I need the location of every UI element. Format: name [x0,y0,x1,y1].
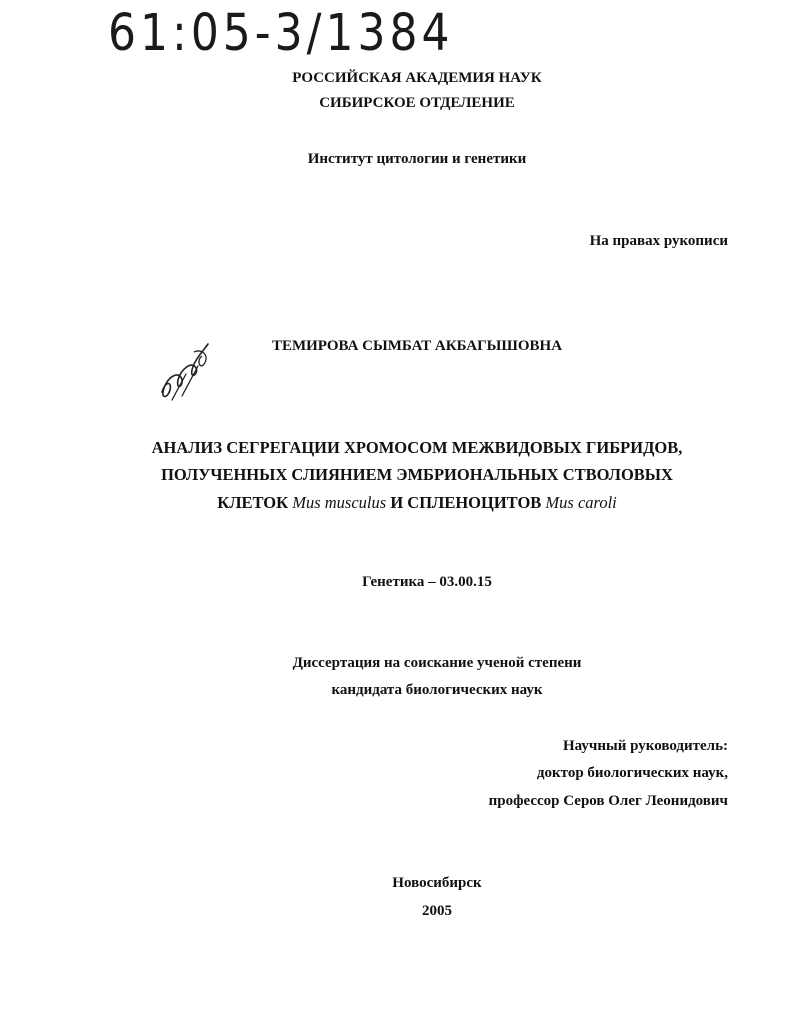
institute-name: Институт цитологии и генетики [307,151,527,167]
thesis-title-line-2: ПОЛУЧЕННЫХ СЛИЯНИЕМ ЭМБРИОНАЛЬНЫХ СТВОЛОВЫХ [161,465,673,484]
thesis-title-line-3 [0,493,794,513]
signature-scribble [152,330,222,410]
title-prefix: КЛЕТОК [217,493,289,512]
year: 2005 [422,903,452,919]
supervisor-label: Научный руководитель: [563,738,728,754]
degree-line-2: кандидата биологических наук [331,682,543,698]
species-caroli: Mus caroli [545,493,617,512]
supervisor-degree: доктор биологических наук, [536,765,728,781]
supervisor-name: профессор Серов Олег Леонидович [488,793,728,809]
degree-line-1: Диссертация на соискание ученой степени [292,655,582,671]
handwritten-archive-code: 61:05-3/1384 [108,4,454,63]
thesis-title-line-1: АНАЛИЗ СЕГРЕГАЦИИ ХРОМОСОМ МЕЖВИДОВЫХ ГИБРИДОВ, [151,438,683,457]
title-middle: И СПЛЕНОЦИТОВ [390,493,542,512]
rights-note: На правах рукописи [589,233,728,249]
city: Новосибирск [392,875,482,891]
branch-name: СИБИРСКОЕ ОТДЕЛЕНИЕ [319,95,515,111]
academy-name: РОССИЙСКАЯ АКАДЕМИЯ НАУК [292,70,542,86]
author-name: ТЕМИРОВА СЫМБАТ АКБАГЫШОВНА [271,338,563,354]
specialty-code: Генетика – 03.00.15 [362,574,492,590]
species-musculus: Mus musculus [292,493,387,512]
